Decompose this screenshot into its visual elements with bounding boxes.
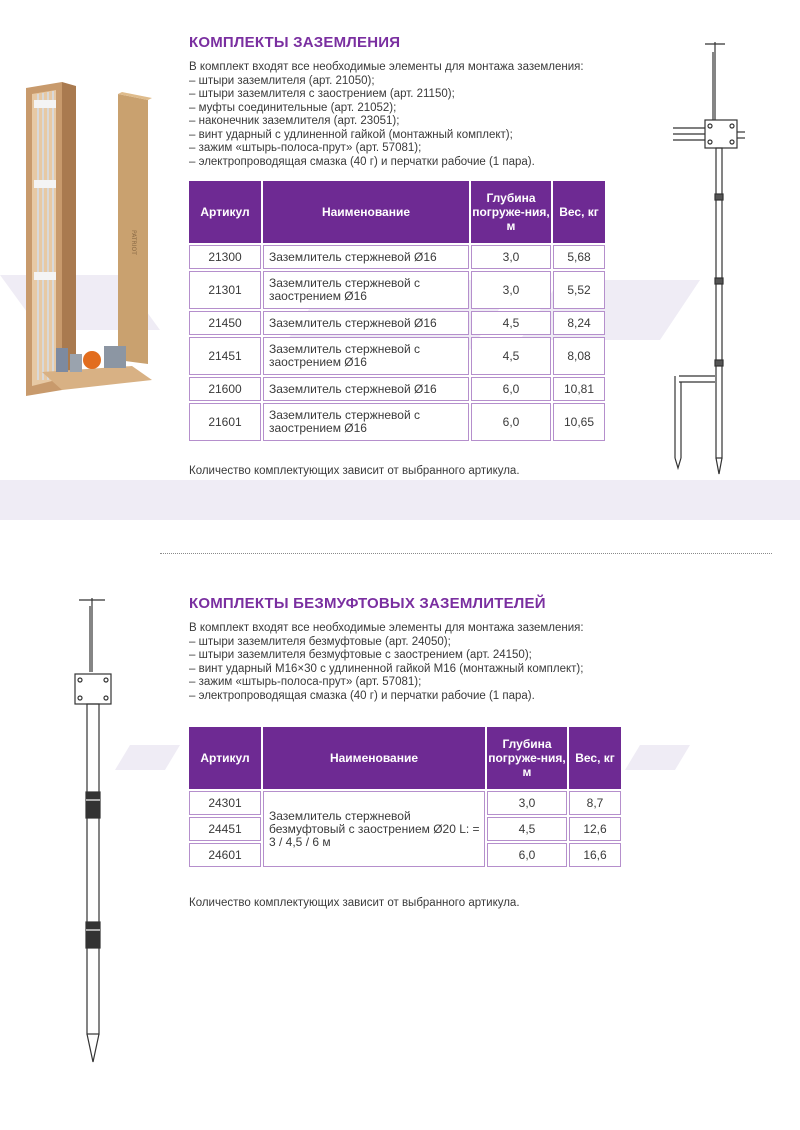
cell-depth: 3,0	[471, 245, 551, 269]
cell-name: Заземлитель стержневой Ø16	[263, 245, 469, 269]
header-name: Наименование	[263, 727, 485, 789]
header-depth: Глубина погруже-ния, м	[471, 181, 551, 243]
cell-article: 21600	[189, 377, 261, 401]
cell-article: 24451	[189, 817, 261, 841]
cell-article: 21601	[189, 403, 261, 441]
cell-depth: 3,0	[487, 791, 567, 815]
list-item: – винт ударный с удлиненной гайкой (монтажный комплект);	[189, 128, 513, 141]
cell-weight: 5,52	[553, 271, 605, 309]
cell-depth: 6,0	[471, 403, 551, 441]
cell-weight: 8,7	[569, 791, 621, 815]
section-grounding-kits	[189, 34, 607, 477]
section-intro	[189, 61, 607, 169]
footnote: Количество комплектующих зависит от выбранного артикула.	[189, 897, 520, 909]
cell-article: 21301	[189, 271, 261, 309]
section-intro	[189, 622, 623, 703]
table-row	[189, 311, 605, 335]
list-item: – зажим «штырь-полоса-прут» (арт. 57081);	[189, 142, 422, 154]
cell-article: 21450	[189, 311, 261, 335]
list-item: – штыри заземлителя с заострением (арт. 21150);	[189, 88, 455, 100]
table-row	[189, 337, 605, 375]
list-item: – наконечник заземлителя (арт. 23051);	[189, 115, 400, 127]
intro-text: В комплект входят все необходимые элементы для монтажа заземления:	[189, 61, 584, 73]
list-item: – винт ударный М16×30 с удлиненной гайкой М16 (монтажный комплект);	[189, 662, 584, 675]
cell-depth: 6,0	[487, 843, 567, 867]
cell-depth: 4,5	[471, 311, 551, 335]
header-article: Артикул	[189, 727, 261, 789]
header-weight: Вес, кг	[553, 181, 605, 243]
cell-depth: 4,5	[487, 817, 567, 841]
table-row	[189, 245, 605, 269]
cell-depth: 6,0	[471, 377, 551, 401]
cell-name: Заземлитель стержневой с заострением Ø16	[263, 271, 469, 309]
table-row	[189, 271, 605, 309]
cell-article: 21451	[189, 337, 261, 375]
couplingless-kits-table	[187, 725, 623, 869]
list-item: – электропроводящая смазка (40 г) и перчатки рабочие (1 пара).	[189, 689, 535, 702]
cell-article: 24601	[189, 843, 261, 867]
cell-weight: 16,6	[569, 843, 621, 867]
cell-name: Заземлитель стержневой Ø16	[263, 377, 469, 401]
cell-name: Заземлитель стержневой с заострением Ø16	[263, 337, 469, 375]
kit-box-photo	[22, 80, 160, 402]
cell-depth: 3,0	[471, 271, 551, 309]
intro-text: В комплект входят все необходимые элементы для монтажа заземления:	[189, 622, 584, 634]
cell-name: Заземлитель стержневой безмуфтовый с заострением Ø20 L: = 3 / 4,5 / 6 м	[263, 791, 485, 867]
list-item: – штыри заземлителя безмуфтовые с заострением (арт. 24150);	[189, 649, 532, 661]
cell-depth: 4,5	[471, 337, 551, 375]
grounding-kits-table	[187, 179, 607, 443]
cell-weight: 10,81	[553, 377, 605, 401]
cell-name: Заземлитель стержневой Ø16	[263, 311, 469, 335]
cell-weight: 10,65	[553, 403, 605, 441]
list-item: – штыри заземлителя (арт. 21050);	[189, 74, 375, 87]
cell-article: 21300	[189, 245, 261, 269]
header-article: Артикул	[189, 181, 261, 243]
ground-rod-drawing	[665, 38, 755, 483]
header-name: Наименование	[263, 181, 469, 243]
cell-weight: 5,68	[553, 245, 605, 269]
cell-weight: 8,08	[553, 337, 605, 375]
list-item: – электропроводящая смазка (40 г) и перчатки рабочие (1 пара).	[189, 155, 535, 168]
table-row	[189, 791, 621, 815]
cell-weight: 8,24	[553, 311, 605, 335]
couplingless-rod-drawing	[65, 592, 125, 1072]
section-title: КОМПЛЕКТЫ ЗАЗЕМЛЕНИЯ	[189, 34, 401, 51]
footnote: Количество комплектующих зависит от выбранного артикула.	[189, 465, 520, 477]
table-row	[189, 377, 605, 401]
section-title: КОМПЛЕКТЫ БЕЗМУФТОВЫХ ЗАЗЕМЛИТЕЛЕЙ	[189, 595, 546, 612]
svg-text:PATRIOT: PATRIOT	[130, 230, 137, 255]
cell-article: 24301	[189, 791, 261, 815]
section-divider	[160, 553, 772, 554]
list-item: – штыри заземлителя безмуфтовые (арт. 24050);	[189, 635, 451, 648]
header-weight: Вес, кг	[569, 727, 621, 789]
section-couplingless-kits	[189, 595, 623, 909]
cell-weight: 12,6	[569, 817, 621, 841]
header-depth: Глубина погруже-ния, м	[487, 727, 567, 789]
list-item: – муфты соединительные (арт. 21052);	[189, 101, 397, 114]
list-item: – зажим «штырь-полоса-прут» (арт. 57081);	[189, 676, 422, 688]
table-row	[189, 403, 605, 441]
cell-name: Заземлитель стержневой с заострением Ø16	[263, 403, 469, 441]
